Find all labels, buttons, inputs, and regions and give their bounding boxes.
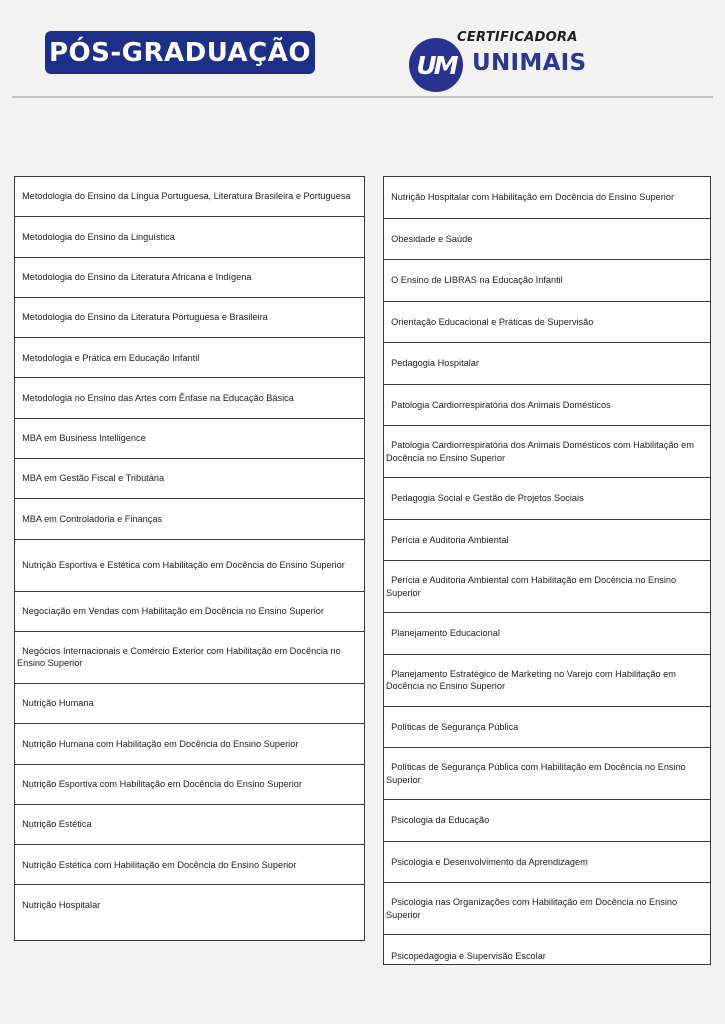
course-item: Metodologia do Ensino da Linguística <box>15 217 364 257</box>
course-item: Nutrição Humana <box>15 684 364 724</box>
course-item: Metodologia e Prática em Educação Infantil <box>15 338 364 378</box>
course-item: Psicologia da Educação <box>384 800 710 842</box>
course-item: Planejamento Estratégico de Marketing no Varejo com Habilitação em Docência no Ensino Superior <box>384 655 710 707</box>
course-item: Perícia e Auditoria Ambiental com Habilitação em Docência no Ensino Superior <box>384 561 710 613</box>
page-title: PÓS-GRADUAÇÃO <box>49 37 311 68</box>
course-item: Pedagogia Social e Gestão de Projetos Sociais <box>384 478 710 520</box>
course-item: Políticas de Segurança Pública com Habilitação em Docência no Ensino Superior <box>384 748 710 800</box>
course-item: Metodologia do Ensino da Língua Portuguesa, Literatura Brasileira e Portuguesa <box>15 177 364 217</box>
course-item: Nutrição Esportiva com Habilitação em Docência do Ensino Superior <box>15 765 364 805</box>
header-divider <box>12 96 713 98</box>
course-item: Perícia e Auditoria Ambiental <box>384 520 710 562</box>
course-item: Metodologia no Ensino das Artes com Ênfase na Educação Básica <box>15 378 364 418</box>
certificadora-logo <box>409 28 609 94</box>
course-list-right <box>383 176 711 965</box>
course-item: Pedagogia Hospitalar <box>384 343 710 385</box>
course-item: Obesidade e Saúde <box>384 219 710 261</box>
course-item: Nutrição Esportiva e Estética com Habilitação em Docência do Ensino Superior <box>15 540 364 592</box>
page-title-badge <box>45 31 315 74</box>
course-item: Psicologia nas Organizações com Habilitação em Docência no Ensino Superior <box>384 883 710 935</box>
course-list-left <box>14 176 365 941</box>
course-item: Nutrição Hospitalar <box>17 900 101 911</box>
course-item: Negociação em Vendas com Habilitação em Docência no Ensino Superior <box>15 592 364 632</box>
course-item: MBA em Controladoria e Finanças <box>15 499 364 539</box>
course-item: Patologia Cardiorrespiratória dos Animais Domésticos <box>384 385 710 427</box>
course-item: Nutrição Estética <box>15 805 364 845</box>
course-item: O Ensino de LIBRAS na Educação Infantil <box>384 260 710 302</box>
logo-mark: UM <box>409 38 463 92</box>
course-item: Metodologia do Ensino da Literatura Portuguesa e Brasileira <box>15 298 364 338</box>
course-item: Planejamento Educacional <box>384 613 710 655</box>
course-item: Negócios Internacionais e Comércio Exterior com Habilitação em Docência no Ensino Superior <box>15 632 364 684</box>
course-item: MBA em Gestão Fiscal e Tributária <box>15 459 364 499</box>
logo-name: UNIMAIS <box>472 50 587 76</box>
course-item: Orientação Educacional e Práticas de Supervisão <box>384 302 710 344</box>
course-item: Psicopedagogia e Supervisão Escolar <box>386 950 546 961</box>
course-item: MBA em Business Intelligence <box>15 419 364 459</box>
course-item: Nutrição Estética com Habilitação em Docência do Ensino Superior <box>15 845 364 885</box>
course-item: Patologia Cardiorrespiratória dos Animais Domésticos com Habilitação em Docência no Ensino Superior <box>384 426 710 478</box>
course-item: Nutrição Hospitalar com Habilitação em Docência do Ensino Superior <box>384 177 710 219</box>
course-item: Metodologia do Ensino da Literatura Africana e Indígena <box>15 258 364 298</box>
course-item: Nutrição Humana com Habilitação em Docência do Ensino Superior <box>15 724 364 764</box>
course-item: Políticas de Segurança Pública <box>384 707 710 749</box>
course-item: Psicologia e Desenvolvimento da Aprendizagem <box>384 842 710 884</box>
logo-subtitle: CERTIFICADORA <box>457 30 578 45</box>
